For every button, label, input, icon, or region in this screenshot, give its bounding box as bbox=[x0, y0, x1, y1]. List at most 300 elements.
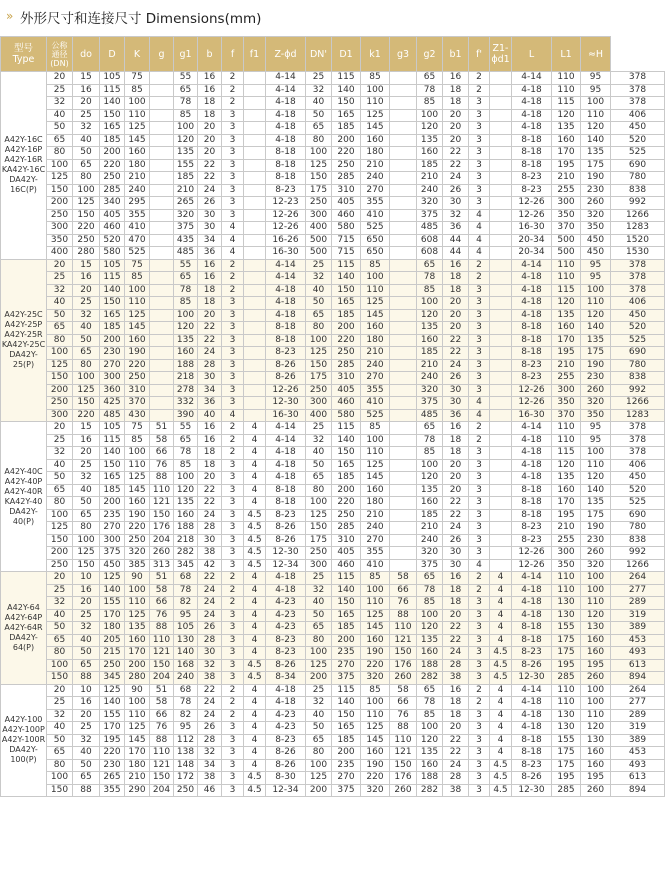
table-cell: 65 bbox=[174, 84, 198, 97]
table-cell: 3 bbox=[469, 609, 490, 622]
table-cell: 110 bbox=[361, 709, 390, 722]
table-cell: 3 bbox=[222, 722, 244, 735]
table-cell: 300 bbox=[552, 547, 581, 560]
table-cell: 375 bbox=[100, 547, 125, 560]
table-cell bbox=[390, 122, 417, 135]
table-cell: 120 bbox=[417, 622, 443, 635]
table-cell: 100 bbox=[361, 697, 390, 710]
table-cell: 135 bbox=[552, 122, 581, 135]
table-cell: 894 bbox=[611, 672, 665, 685]
table-cell: 85 bbox=[361, 72, 390, 85]
table-cell bbox=[390, 534, 417, 547]
table-cell: 95 bbox=[581, 259, 611, 272]
table-cell: 3 bbox=[469, 334, 490, 347]
column-header: b bbox=[198, 37, 222, 72]
table-cell: 85 bbox=[417, 284, 443, 297]
table-cell: 65 bbox=[47, 484, 73, 497]
table-cell: 4 bbox=[490, 609, 512, 622]
table-cell: 3 bbox=[222, 122, 244, 135]
table-cell: 100 bbox=[73, 184, 100, 197]
table-cell: 12-26 bbox=[266, 209, 306, 222]
table-cell bbox=[244, 322, 266, 335]
table-cell: 8-18 bbox=[266, 484, 306, 497]
table-cell: 165 bbox=[100, 122, 125, 135]
table-row bbox=[1, 597, 665, 610]
table-cell bbox=[390, 384, 417, 397]
table-cell: 50 bbox=[47, 734, 73, 747]
table-cell: 485 bbox=[417, 409, 443, 422]
table-cell: 2 bbox=[222, 709, 244, 722]
table-cell: 140 bbox=[100, 697, 125, 710]
table-cell: 12-26 bbox=[512, 547, 552, 560]
model-type-cell bbox=[1, 72, 47, 260]
table-cell: 290 bbox=[125, 784, 150, 797]
table-cell: 115 bbox=[332, 422, 361, 435]
table-cell: 4 bbox=[490, 634, 512, 647]
table-cell bbox=[150, 259, 174, 272]
table-cell: 110 bbox=[150, 484, 174, 497]
model-type-label: KA42Y-25C bbox=[1, 340, 46, 350]
table-cell: 85 bbox=[417, 97, 443, 110]
table-cell: 525 bbox=[125, 247, 150, 260]
table-cell: 200 bbox=[47, 384, 73, 397]
table-cell: 8-26 bbox=[266, 534, 306, 547]
table-cell: 90 bbox=[125, 684, 150, 697]
column-header: g bbox=[150, 37, 174, 72]
table-cell: 18 bbox=[198, 109, 222, 122]
table-cell: 100 bbox=[125, 284, 150, 297]
model-type-cell bbox=[1, 684, 47, 797]
model-type-label: A42Y-100R bbox=[1, 735, 46, 745]
table-cell: 24 bbox=[443, 522, 469, 535]
table-cell bbox=[490, 147, 512, 160]
table-cell: 3 bbox=[222, 547, 244, 560]
table-cell: 26 bbox=[443, 184, 469, 197]
table-cell: 40 bbox=[73, 322, 100, 335]
table-cell: 8-18 bbox=[266, 172, 306, 185]
table-cell: 121 bbox=[390, 747, 417, 760]
table-cell: 4-18 bbox=[266, 109, 306, 122]
table-cell: 140 bbox=[332, 84, 361, 97]
table-cell: 300 bbox=[100, 534, 125, 547]
table-cell: 55 bbox=[174, 422, 198, 435]
table-cell: 230 bbox=[581, 534, 611, 547]
table-cell: 20-34 bbox=[512, 247, 552, 260]
table-cell: 210 bbox=[125, 172, 150, 185]
table-cell bbox=[390, 184, 417, 197]
table-cell bbox=[490, 197, 512, 210]
table-row bbox=[1, 384, 665, 397]
table-cell bbox=[390, 272, 417, 285]
table-cell: 188 bbox=[174, 522, 198, 535]
table-cell: 230 bbox=[581, 184, 611, 197]
table-cell: 240 bbox=[125, 184, 150, 197]
table-cell: 4.5 bbox=[490, 772, 512, 785]
table-cell: 3 bbox=[222, 309, 244, 322]
table-cell: 80 bbox=[306, 134, 332, 147]
table-cell: 282 bbox=[174, 547, 198, 560]
table-cell: 125 bbox=[361, 459, 390, 472]
table-cell: 460 bbox=[332, 397, 361, 410]
table-cell: 135 bbox=[174, 334, 198, 347]
table-cell: 3 bbox=[222, 609, 244, 622]
table-cell: 32 bbox=[73, 622, 100, 635]
table-cell: 20 bbox=[443, 322, 469, 335]
table-cell: 4-18 bbox=[266, 584, 306, 597]
table-cell: 165 bbox=[100, 309, 125, 322]
table-row bbox=[1, 447, 665, 460]
table-cell: 300 bbox=[306, 559, 332, 572]
table-cell: 378 bbox=[611, 422, 665, 435]
table-cell: 85 bbox=[125, 272, 150, 285]
table-cell: 150 bbox=[100, 109, 125, 122]
table-cell bbox=[244, 409, 266, 422]
table-cell: 95 bbox=[581, 422, 611, 435]
table-cell: 80 bbox=[73, 359, 100, 372]
table-cell: 270 bbox=[361, 534, 390, 547]
table-cell: 32 bbox=[306, 434, 332, 447]
table-cell: 4.5 bbox=[244, 772, 266, 785]
table-cell: 838 bbox=[611, 534, 665, 547]
table-cell: 4 bbox=[469, 247, 490, 260]
table-cell: 360 bbox=[100, 384, 125, 397]
table-cell bbox=[390, 309, 417, 322]
table-cell: 190 bbox=[581, 172, 611, 185]
table-cell: 525 bbox=[361, 222, 390, 235]
table-cell: 100 bbox=[417, 609, 443, 622]
table-cell: 32 bbox=[73, 309, 100, 322]
table-cell: 8-18 bbox=[512, 347, 552, 360]
table-cell: 3 bbox=[222, 134, 244, 147]
table-header bbox=[1, 37, 665, 72]
table-cell bbox=[244, 109, 266, 122]
table-cell: 110 bbox=[361, 597, 390, 610]
table-cell: 65 bbox=[47, 134, 73, 147]
table-cell: 780 bbox=[611, 172, 665, 185]
table-cell: 3 bbox=[222, 372, 244, 385]
table-cell: 145 bbox=[361, 309, 390, 322]
table-cell: 313 bbox=[150, 559, 174, 572]
table-row bbox=[1, 259, 665, 272]
table-cell: 110 bbox=[581, 109, 611, 122]
table-cell: 100 bbox=[174, 122, 198, 135]
table-cell: 460 bbox=[100, 222, 125, 235]
table-cell: 310 bbox=[332, 372, 361, 385]
table-cell: 90 bbox=[125, 572, 150, 585]
table-cell: 160 bbox=[552, 134, 581, 147]
table-cell: 65 bbox=[174, 272, 198, 285]
table-row bbox=[1, 84, 665, 97]
table-cell: 332 bbox=[174, 397, 198, 410]
table-cell: 130 bbox=[174, 634, 198, 647]
table-cell: 50 bbox=[73, 759, 100, 772]
table-cell: 180 bbox=[125, 159, 150, 172]
table-cell: 150 bbox=[306, 172, 332, 185]
table-cell bbox=[244, 159, 266, 172]
table-cell: 405 bbox=[332, 197, 361, 210]
table-cell: 350 bbox=[552, 209, 581, 222]
table-cell: 125 bbox=[73, 384, 100, 397]
table-cell: 24 bbox=[198, 697, 222, 710]
table-cell: 690 bbox=[611, 347, 665, 360]
table-cell: 210 bbox=[174, 184, 198, 197]
table-cell: 30 bbox=[443, 397, 469, 410]
table-cell: 135 bbox=[581, 334, 611, 347]
table-cell: 218 bbox=[174, 372, 198, 385]
table-cell: 3 bbox=[469, 447, 490, 460]
table-cell: 4 bbox=[244, 459, 266, 472]
table-cell: 4 bbox=[490, 584, 512, 597]
table-cell: 140 bbox=[581, 134, 611, 147]
table-cell bbox=[150, 322, 174, 335]
table-cell: 95 bbox=[581, 272, 611, 285]
table-cell: 95 bbox=[581, 434, 611, 447]
table-cell: 375 bbox=[417, 397, 443, 410]
table-cell: 4-18 bbox=[266, 134, 306, 147]
table-cell: 20 bbox=[443, 609, 469, 622]
table-cell: 160 bbox=[552, 322, 581, 335]
table-cell: 30 bbox=[443, 197, 469, 210]
table-cell: 8-30 bbox=[266, 772, 306, 785]
table-cell: 145 bbox=[361, 734, 390, 747]
table-cell bbox=[150, 122, 174, 135]
table-cell: 110 bbox=[125, 297, 150, 310]
table-cell: 24 bbox=[198, 609, 222, 622]
table-cell: 200 bbox=[306, 784, 332, 797]
table-cell bbox=[490, 422, 512, 435]
table-cell: 4.5 bbox=[244, 559, 266, 572]
table-cell: 78 bbox=[417, 434, 443, 447]
table-cell: 85 bbox=[174, 297, 198, 310]
table-cell: 22 bbox=[443, 159, 469, 172]
table-cell: 2 bbox=[469, 434, 490, 447]
table-cell: 28 bbox=[443, 772, 469, 785]
table-cell: 320 bbox=[125, 547, 150, 560]
table-cell: 8-18 bbox=[266, 322, 306, 335]
table-cell: 1266 bbox=[611, 559, 665, 572]
table-cell bbox=[390, 497, 417, 510]
table-cell: 115 bbox=[552, 97, 581, 110]
table-cell: 12-30 bbox=[512, 784, 552, 797]
table-cell bbox=[150, 297, 174, 310]
table-row bbox=[1, 422, 665, 435]
table-cell bbox=[150, 397, 174, 410]
table-cell: 16-30 bbox=[266, 409, 306, 422]
table-cell: 170 bbox=[552, 497, 581, 510]
table-cell: 3 bbox=[469, 722, 490, 735]
table-cell: 3 bbox=[222, 672, 244, 685]
table-cell: 195 bbox=[100, 734, 125, 747]
table-cell: 110 bbox=[361, 97, 390, 110]
model-type-label: A42Y-100P bbox=[2, 725, 45, 735]
table-cell: 180 bbox=[361, 147, 390, 160]
table-cell: 8-18 bbox=[266, 497, 306, 510]
table-cell: 76 bbox=[390, 709, 417, 722]
table-cell: 8-18 bbox=[266, 334, 306, 347]
table-cell: 3 bbox=[469, 597, 490, 610]
table-cell: 4.5 bbox=[244, 784, 266, 797]
table-cell: 100 bbox=[174, 309, 198, 322]
table-cell: 18 bbox=[198, 284, 222, 297]
table-cell: 278 bbox=[174, 384, 198, 397]
table-cell: 135 bbox=[417, 484, 443, 497]
table-cell: 250 bbox=[306, 197, 332, 210]
column-header: DN' bbox=[306, 37, 332, 72]
table-cell: 2 bbox=[222, 259, 244, 272]
table-cell: 100 bbox=[125, 447, 150, 460]
table-cell: 185 bbox=[332, 622, 361, 635]
table-cell: 370 bbox=[552, 409, 581, 422]
table-cell: 493 bbox=[611, 759, 665, 772]
table-cell: 155 bbox=[552, 622, 581, 635]
table-cell: 20 bbox=[198, 309, 222, 322]
table-cell: 16-30 bbox=[266, 247, 306, 260]
table-cell: 3 bbox=[469, 672, 490, 685]
table-row bbox=[1, 559, 665, 572]
table-cell: 145 bbox=[125, 734, 150, 747]
table-cell: 235 bbox=[332, 647, 361, 660]
table-cell: 25 bbox=[73, 722, 100, 735]
table-cell: 3 bbox=[469, 772, 490, 785]
table-cell: 8-26 bbox=[266, 522, 306, 535]
table-cell bbox=[150, 347, 174, 360]
table-cell: 120 bbox=[417, 122, 443, 135]
table-cell: 4-14 bbox=[266, 272, 306, 285]
table-cell: 4-18 bbox=[266, 697, 306, 710]
table-cell: 2 bbox=[469, 422, 490, 435]
table-cell: 185 bbox=[332, 472, 361, 485]
table-cell: 65 bbox=[73, 772, 100, 785]
table-cell: 8-23 bbox=[512, 359, 552, 372]
table-cell: 150 bbox=[150, 659, 174, 672]
table-cell: 66 bbox=[390, 697, 417, 710]
table-cell: 8-23 bbox=[512, 759, 552, 772]
table-cell: 110 bbox=[125, 597, 150, 610]
table-cell: 25 bbox=[47, 84, 73, 97]
table-row bbox=[1, 534, 665, 547]
table-cell: 50 bbox=[73, 147, 100, 160]
table-cell: 30 bbox=[198, 222, 222, 235]
table-cell: 4 bbox=[244, 647, 266, 660]
table-cell: 4-18 bbox=[266, 309, 306, 322]
table-cell: 50 bbox=[47, 622, 73, 635]
table-cell bbox=[244, 359, 266, 372]
table-cell: 20-34 bbox=[512, 234, 552, 247]
table-cell: 2 bbox=[222, 447, 244, 460]
table-cell bbox=[244, 309, 266, 322]
table-cell: 580 bbox=[100, 247, 125, 260]
table-cell: 175 bbox=[552, 747, 581, 760]
table-cell: 50 bbox=[306, 722, 332, 735]
table-cell: 28 bbox=[443, 659, 469, 672]
table-cell: 120 bbox=[174, 322, 198, 335]
table-row bbox=[1, 709, 665, 722]
table-cell: 8-18 bbox=[512, 334, 552, 347]
table-cell: 12-26 bbox=[512, 384, 552, 397]
table-cell: 4-18 bbox=[266, 459, 306, 472]
table-cell: 20 bbox=[73, 597, 100, 610]
table-cell: 4-14 bbox=[266, 259, 306, 272]
table-cell: 115 bbox=[332, 684, 361, 697]
table-cell: 210 bbox=[417, 172, 443, 185]
table-cell: 110 bbox=[581, 709, 611, 722]
table-cell: 58 bbox=[390, 684, 417, 697]
table-cell: 148 bbox=[174, 759, 198, 772]
table-cell: 50 bbox=[47, 122, 73, 135]
table-cell: 65 bbox=[47, 322, 73, 335]
table-cell: 355 bbox=[100, 784, 125, 797]
table-cell: 3 bbox=[469, 284, 490, 297]
table-cell: 140 bbox=[332, 697, 361, 710]
table-cell: 125 bbox=[125, 609, 150, 622]
table-cell: 200 bbox=[332, 322, 361, 335]
table-cell: 46 bbox=[198, 784, 222, 797]
table-cell: 210 bbox=[552, 522, 581, 535]
table-cell: 4-18 bbox=[266, 472, 306, 485]
table-cell: 4-18 bbox=[512, 122, 552, 135]
table-cell: 80 bbox=[47, 759, 73, 772]
table-row bbox=[1, 334, 665, 347]
table-cell: 175 bbox=[581, 347, 611, 360]
table-cell bbox=[150, 284, 174, 297]
table-cell: 24 bbox=[443, 359, 469, 372]
table-cell: 25 bbox=[73, 609, 100, 622]
table-cell: 260 bbox=[581, 384, 611, 397]
table-cell: 8-18 bbox=[512, 484, 552, 497]
table-row bbox=[1, 109, 665, 122]
table-cell: 16 bbox=[73, 584, 100, 597]
table-cell: 3 bbox=[222, 659, 244, 672]
table-cell: 100 bbox=[125, 97, 150, 110]
table-row bbox=[1, 784, 665, 797]
model-type-label: A42Y-16P bbox=[4, 145, 43, 155]
table-cell: 100 bbox=[306, 759, 332, 772]
table-cell: 22 bbox=[198, 684, 222, 697]
table-cell bbox=[390, 197, 417, 210]
table-cell: 300 bbox=[306, 209, 332, 222]
table-cell: 110 bbox=[361, 447, 390, 460]
table-cell: 50 bbox=[47, 472, 73, 485]
table-cell: 2 bbox=[222, 584, 244, 597]
table-cell: 58 bbox=[150, 584, 174, 597]
table-cell: 285 bbox=[552, 784, 581, 797]
table-cell: 40 bbox=[47, 297, 73, 310]
table-cell: 235 bbox=[100, 509, 125, 522]
table-cell: 8-18 bbox=[512, 634, 552, 647]
double-arrow-icon: » bbox=[6, 9, 12, 23]
table-cell: 4-14 bbox=[512, 684, 552, 697]
table-cell: 75 bbox=[125, 259, 150, 272]
table-cell: 4 bbox=[222, 247, 244, 260]
table-cell: 3 bbox=[469, 122, 490, 135]
table-cell: 240 bbox=[174, 672, 198, 685]
table-cell: 4-23 bbox=[266, 597, 306, 610]
model-type-label: A42Y-25R bbox=[4, 330, 43, 340]
table-cell: 135 bbox=[552, 309, 581, 322]
table-cell: 4.5 bbox=[244, 547, 266, 560]
table-cell: 22 bbox=[443, 497, 469, 510]
table-cell: 485 bbox=[100, 409, 125, 422]
table-cell: 100 bbox=[581, 684, 611, 697]
table-cell: 15 bbox=[73, 422, 100, 435]
table-cell bbox=[244, 209, 266, 222]
table-cell: 4-18 bbox=[512, 434, 552, 447]
table-cell: 8-23 bbox=[266, 634, 306, 647]
table-cell: 378 bbox=[611, 97, 665, 110]
table-cell: 65 bbox=[306, 472, 332, 485]
table-cell: 188 bbox=[174, 359, 198, 372]
table-cell: 135 bbox=[174, 497, 198, 510]
